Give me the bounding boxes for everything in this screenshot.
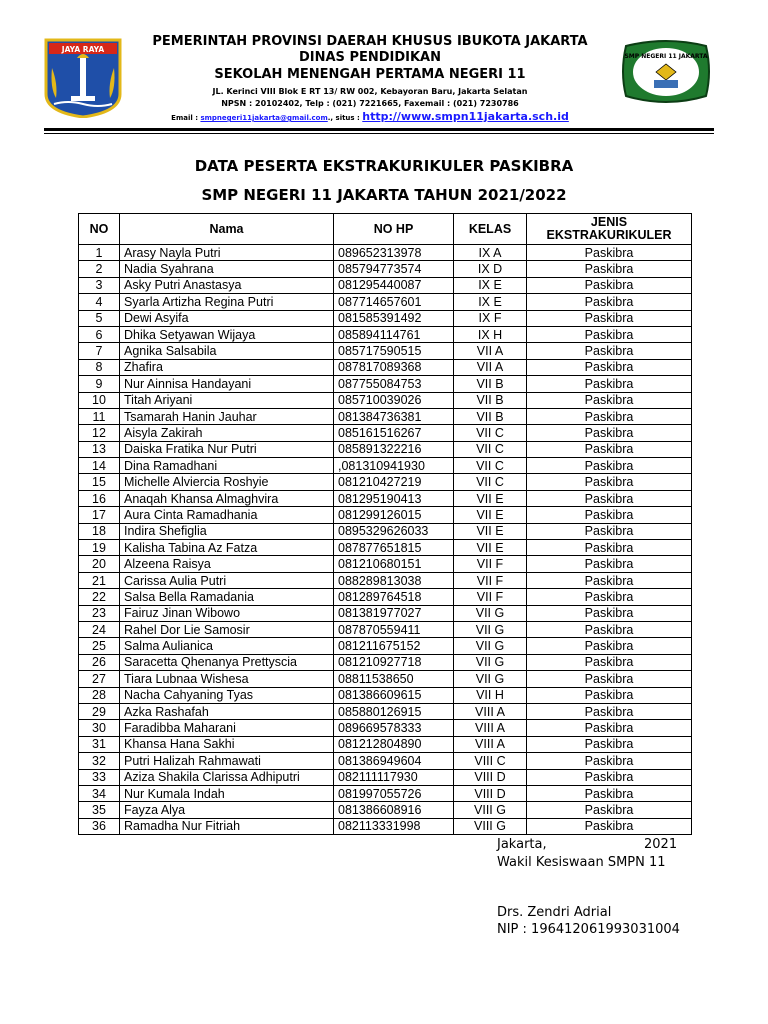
row-no-hp: 085710039026 [334,392,454,408]
row-no: 33 [79,769,120,785]
row-nama: Nacha Cahyaning Tyas [120,687,334,703]
row-no: 20 [79,556,120,572]
table-row [79,507,692,523]
row-jenis: Paskibra [527,458,692,474]
row-no: 8 [79,359,120,375]
row-kelas: VII B [454,376,527,392]
row-no-hp: 085894114761 [334,326,454,342]
header-no-hp: NO HP [334,214,454,245]
table-row [79,245,692,261]
department-line: DINAS PENDIDIKAN [298,50,442,65]
row-jenis: Paskibra [527,769,692,785]
svg-text:JAYA RAYA: JAYA RAYA [61,45,105,54]
row-no: 7 [79,343,120,359]
row-no: 25 [79,638,120,654]
row-jenis: Paskibra [527,818,692,834]
row-no-hp: 081384736381 [334,408,454,424]
row-no: 35 [79,802,120,818]
row-kelas: VIII G [454,818,527,834]
row-no-hp: 081386609615 [334,687,454,703]
row-kelas: VII C [454,474,527,490]
row-no-hp: ,081310941930 [334,458,454,474]
row-jenis: Paskibra [527,621,692,637]
row-no: 10 [79,392,120,408]
row-jenis: Paskibra [527,540,692,556]
row-nama: Rahel Dor Lie Samosir [120,621,334,637]
table-row [79,458,692,474]
row-kelas: IX E [454,277,527,293]
letterhead [120,34,620,125]
table-row [79,753,692,769]
row-kelas: IX H [454,326,527,342]
table-row [79,720,692,736]
row-nama: Anaqah Khansa Almaghvira [120,490,334,506]
row-kelas: VII B [454,408,527,424]
table-row [79,277,692,293]
address-line: JL. Kerinci VIII Blok E RT 13/ RW 002, Kebayoran Baru, Jakarta Selatan [212,87,528,96]
row-kelas: VIII A [454,736,527,752]
row-jenis: Paskibra [527,507,692,523]
row-jenis: Paskibra [527,556,692,572]
row-jenis: Paskibra [527,605,692,621]
row-no-hp: 081211675152 [334,638,454,654]
email-label: Email : [171,114,198,122]
table-row [79,654,692,670]
row-jenis: Paskibra [527,245,692,261]
participants-table [78,213,692,835]
row-nama: Aura Cinta Ramadhania [120,507,334,523]
header-kelas: KELAS [454,214,527,245]
row-jenis: Paskibra [527,294,692,310]
row-jenis: Paskibra [527,310,692,326]
row-kelas: VII G [454,654,527,670]
row-kelas: VII F [454,556,527,572]
row-nama: Tsamarah Hanin Jauhar [120,408,334,424]
table-row [79,490,692,506]
row-no-hp: 081295190413 [334,490,454,506]
table-row [79,523,692,539]
row-nama: Ramadha Nur Fitriah [120,818,334,834]
row-kelas: VII E [454,507,527,523]
table-row [79,769,692,785]
signature-nip: NIP : 196412061993031004 [497,922,680,937]
row-no: 23 [79,605,120,621]
table-row [79,572,692,588]
row-jenis: Paskibra [527,720,692,736]
row-no-hp: 085794773574 [334,261,454,277]
letterhead-divider-thick [44,128,714,131]
row-jenis: Paskibra [527,425,692,441]
row-no-hp: 081212804890 [334,736,454,752]
row-no: 31 [79,736,120,752]
row-nama: Dhika Setyawan Wijaya [120,326,334,342]
row-kelas: VII F [454,572,527,588]
row-no: 26 [79,654,120,670]
row-no: 19 [79,540,120,556]
row-kelas: VII F [454,589,527,605]
row-jenis: Paskibra [527,261,692,277]
row-no: 13 [79,441,120,457]
table-row [79,802,692,818]
signature-name: Drs. Zendri Adrial [497,905,612,920]
row-no: 21 [79,572,120,588]
row-jenis: Paskibra [527,703,692,719]
row-no-hp: 087714657601 [334,294,454,310]
row-no: 11 [79,408,120,424]
row-jenis: Paskibra [527,277,692,293]
row-no: 14 [79,458,120,474]
row-nama: Fairuz Jinan Wibowo [120,605,334,621]
dki-jakarta-crest-logo [44,38,122,118]
row-jenis: Paskibra [527,408,692,424]
row-jenis: Paskibra [527,490,692,506]
row-kelas: IX F [454,310,527,326]
table-row [79,326,692,342]
school-name-line: SEKOLAH MENENGAH PERTAMA NEGERI 11 [214,67,526,82]
row-jenis: Paskibra [527,523,692,539]
row-nama: Nadia Syahrana [120,261,334,277]
table-row [79,785,692,801]
row-nama: Agnika Salsabila [120,343,334,359]
row-nama: Syarla Artizha Regina Putri [120,294,334,310]
row-kelas: VII G [454,621,527,637]
row-jenis: Paskibra [527,326,692,342]
row-no: 34 [79,785,120,801]
table-row [79,605,692,621]
table-row [79,736,692,752]
row-nama: Faradibba Maharani [120,720,334,736]
row-kelas: VII G [454,671,527,687]
table-row [79,589,692,605]
row-no: 28 [79,687,120,703]
row-no-hp: 08811538650 [334,671,454,687]
row-no: 22 [79,589,120,605]
row-nama: Aziza Shakila Clarissa Adhiputri [120,769,334,785]
row-no-hp: 081295440087 [334,277,454,293]
row-no-hp: 087870559411 [334,621,454,637]
header-no: NO [79,214,120,245]
row-no: 36 [79,818,120,834]
row-nama: Dina Ramadhani [120,458,334,474]
table-row [79,425,692,441]
row-no-hp: 087877651815 [334,540,454,556]
row-kelas: VIII G [454,802,527,818]
table-row [79,687,692,703]
row-no-hp: 085161516267 [334,425,454,441]
row-no-hp: 087755084753 [334,376,454,392]
row-no: 24 [79,621,120,637]
row-jenis: Paskibra [527,753,692,769]
table-row [79,392,692,408]
table-row [79,310,692,326]
row-no-hp: 081381977027 [334,605,454,621]
row-kelas: VII G [454,638,527,654]
row-kelas: VII H [454,687,527,703]
row-nama: Indira Shefiglia [120,523,334,539]
row-no-hp: 085880126915 [334,703,454,719]
row-kelas: VIII D [454,785,527,801]
row-no: 18 [79,523,120,539]
row-no: 3 [79,277,120,293]
row-no-hp: 087817089368 [334,359,454,375]
row-nama: Carissa Aulia Putri [120,572,334,588]
letterhead-divider-thin [44,133,714,134]
row-kelas: IX E [454,294,527,310]
row-no-hp: 088289813038 [334,572,454,588]
row-jenis: Paskibra [527,802,692,818]
row-nama: Dewi Asyifa [120,310,334,326]
row-nama: Daiska Fratika Nur Putri [120,441,334,457]
row-jenis: Paskibra [527,671,692,687]
row-no-hp: 081210680151 [334,556,454,572]
row-jenis: Paskibra [527,638,692,654]
row-no-hp: 0895329626033 [334,523,454,539]
row-kelas: VII C [454,458,527,474]
row-kelas: VIII A [454,720,527,736]
table-row [79,376,692,392]
row-jenis: Paskibra [527,474,692,490]
table-row [79,294,692,310]
row-no-hp: 082113331998 [334,818,454,834]
row-no: 17 [79,507,120,523]
government-line: PEMERINTAH PROVINSI DAERAH KHUSUS IBUKOTA JAKARTA [152,34,588,49]
row-no-hp: 081386949604 [334,753,454,769]
row-kelas: VII C [454,441,527,457]
row-no: 12 [79,425,120,441]
row-no-hp: 085717590515 [334,343,454,359]
row-nama: Nur Kumala Indah [120,785,334,801]
row-no-hp: 089652313978 [334,245,454,261]
row-no: 1 [79,245,120,261]
row-nama: Nur Ainnisa Handayani [120,376,334,392]
table-row [79,638,692,654]
row-no-hp: 081289764518 [334,589,454,605]
row-kelas: VIII A [454,703,527,719]
row-nama: Titah Ariyani [120,392,334,408]
row-nama: Saracetta Qhenanya Prettyscia [120,654,334,670]
row-no-hp: 081210927718 [334,654,454,670]
row-kelas: VIII D [454,769,527,785]
row-nama: Zhafira [120,359,334,375]
row-no: 27 [79,671,120,687]
row-no-hp: 081299126015 [334,507,454,523]
contact-line: NPSN : 20102402, Telp : (021) 7221665, Faxemail : (021) 7230786 [221,99,519,108]
table-row [79,621,692,637]
table-row [79,408,692,424]
row-nama: Aisyla Zakirah [120,425,334,441]
document-subtitle: SMP NEGERI 11 JAKARTA TAHUN 2021/2022 [201,186,567,204]
row-kelas: VII E [454,540,527,556]
row-kelas: VII C [454,425,527,441]
row-no: 9 [79,376,120,392]
row-no-hp: 081585391492 [334,310,454,326]
row-kelas: VII G [454,605,527,621]
row-no-hp: 081997055726 [334,785,454,801]
header-nama: Nama [120,214,334,245]
table-row [79,359,692,375]
row-no-hp: 081386608916 [334,802,454,818]
row-no-hp: 089669578333 [334,720,454,736]
row-no-hp: 085891322216 [334,441,454,457]
row-jenis: Paskibra [527,785,692,801]
row-no: 32 [79,753,120,769]
email-link[interactable]: smpnegeri11jakarta@gmail.com [200,114,328,122]
row-kelas: VII E [454,523,527,539]
row-no-hp: 081210427219 [334,474,454,490]
row-kelas: VIII C [454,753,527,769]
website-link[interactable]: http://www.smpn11jakarta.sch.id [362,110,569,123]
row-jenis: Paskibra [527,392,692,408]
row-jenis: Paskibra [527,589,692,605]
row-nama: Kalisha Tabina Az Fatza [120,540,334,556]
signature-year: 2021 [644,837,678,852]
row-kelas: VII E [454,490,527,506]
row-no: 6 [79,326,120,342]
row-kelas: IX A [454,245,527,261]
row-no: 16 [79,490,120,506]
table-header-row [79,214,692,245]
row-nama: Arasy Nayla Putri [120,245,334,261]
table-row [79,540,692,556]
email-site-line [120,110,620,125]
row-nama: Azka Rashafah [120,703,334,719]
row-jenis: Paskibra [527,441,692,457]
row-jenis: Paskibra [527,687,692,703]
document-title: DATA PESERTA EKSTRAKURIKULER PASKIBRA [194,157,574,175]
table-row [79,261,692,277]
row-nama: Michelle Alviercia Roshyie [120,474,334,490]
row-nama: Salma Aulianica [120,638,334,654]
table-row [79,818,692,834]
row-jenis: Paskibra [527,343,692,359]
signature-place-date [497,837,677,852]
header-jenis-ekstrakurikuler: JENIS EKSTRAKURIKULER [527,214,692,245]
row-jenis: Paskibra [527,572,692,588]
row-jenis: Paskibra [527,359,692,375]
site-label: ., situs : [327,114,360,122]
table-row [79,556,692,572]
row-nama: Khansa Hana Sakhi [120,736,334,752]
signature-position: Wakil Kesiswaan SMPN 11 [497,855,666,870]
row-jenis: Paskibra [527,654,692,670]
row-no: 5 [79,310,120,326]
svg-text:SMP NEGERI 11 JAKARTA: SMP NEGERI 11 JAKARTA [624,53,708,60]
row-kelas: VII A [454,359,527,375]
row-nama: Salsa Bella Ramadania [120,589,334,605]
row-kelas: VII B [454,392,527,408]
row-kelas: IX D [454,261,527,277]
row-nama: Fayza Alya [120,802,334,818]
table-row [79,703,692,719]
row-no-hp: 082111117930 [334,769,454,785]
row-nama: Asky Putri Anastasya [120,277,334,293]
row-nama: Tiara Lubnaa Wishesa [120,671,334,687]
table-row [79,343,692,359]
row-no: 30 [79,720,120,736]
row-kelas: VII A [454,343,527,359]
row-nama: Alzeena Raisya [120,556,334,572]
row-no: 15 [79,474,120,490]
signature-place: Jakarta, [497,837,547,852]
table-body [79,245,692,835]
row-no: 29 [79,703,120,719]
row-jenis: Paskibra [527,736,692,752]
row-no: 4 [79,294,120,310]
row-jenis: Paskibra [527,376,692,392]
smpn-11-school-emblem-logo [620,38,712,106]
row-nama: Putri Halizah Rahmawati [120,753,334,769]
table-row [79,441,692,457]
table-row [79,474,692,490]
table-row [79,671,692,687]
row-no: 2 [79,261,120,277]
